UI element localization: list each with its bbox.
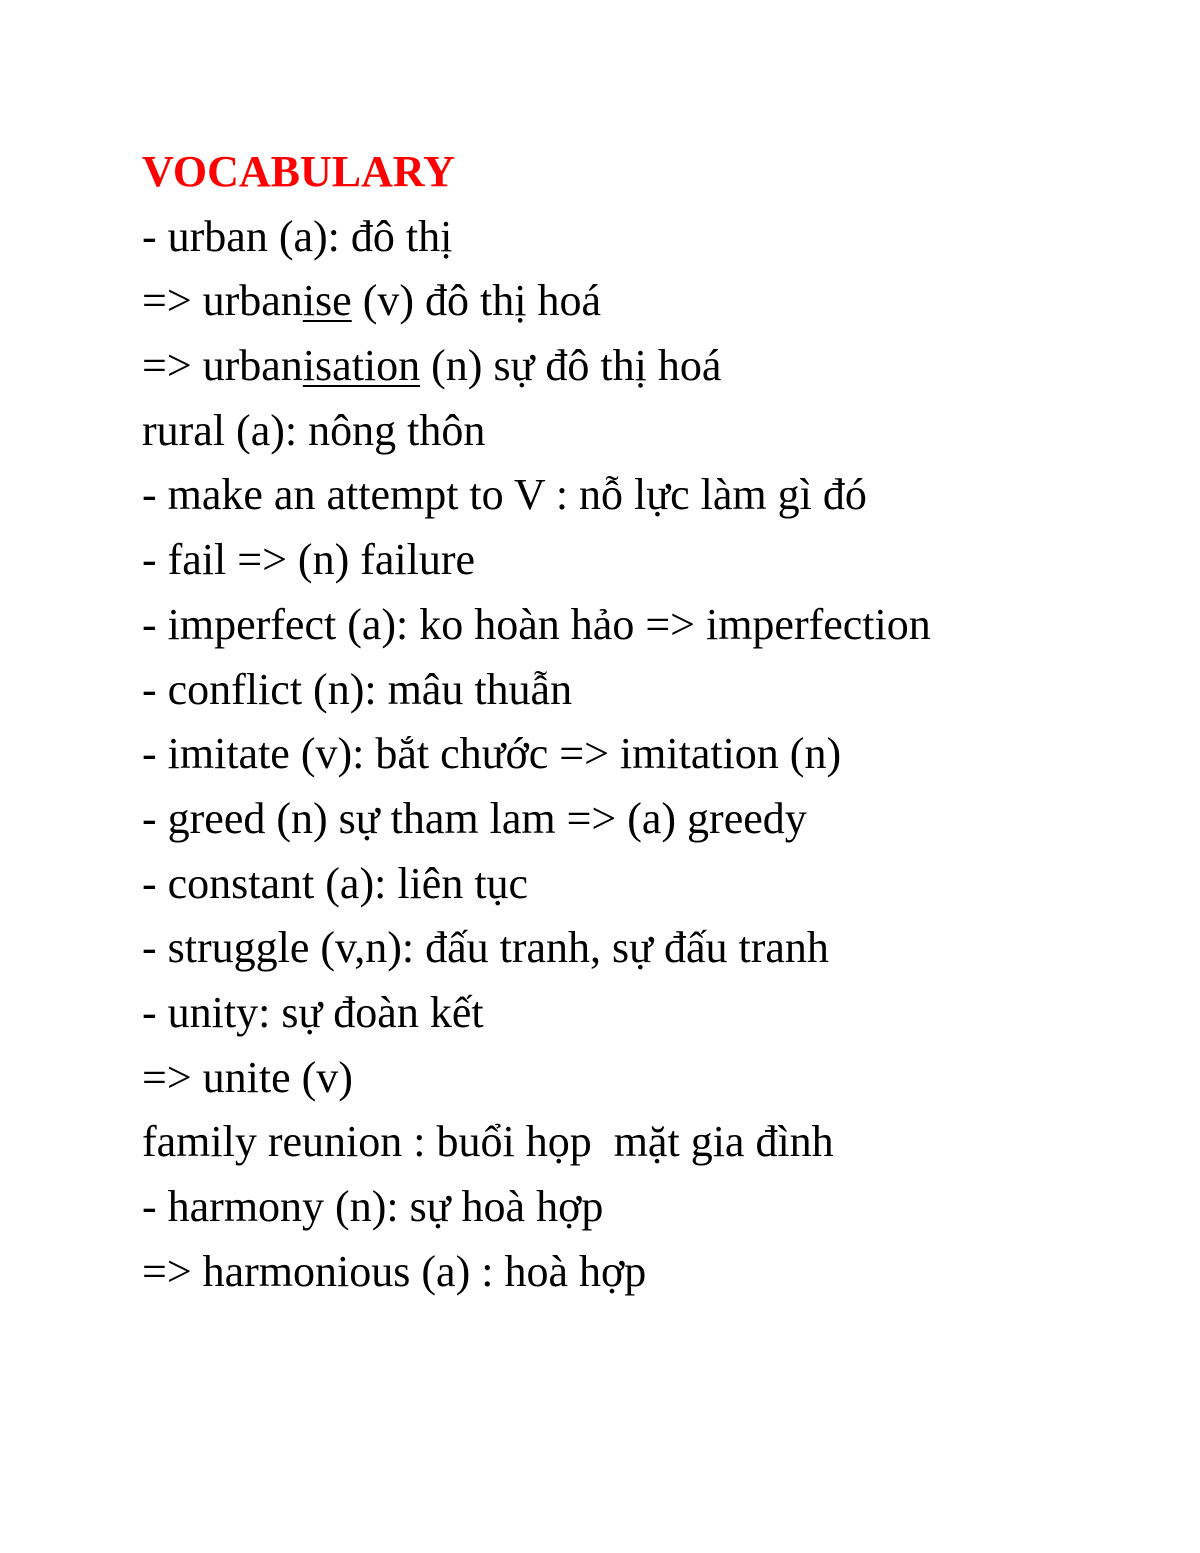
vocab-line-urbanise-rest: (v) đô thị hoá [351, 276, 601, 326]
vocab-line-urbanise-prefix: => urban [142, 276, 303, 326]
vocab-line-harmony: - harmony (n): sự hoà hợp [142, 1182, 604, 1231]
vocab-line-urban: - urban (a): đô thị [142, 211, 453, 261]
vocab-line-imitate: - imitate (v): bắt chước => imitation (n) [142, 729, 842, 779]
vocab-line-harmonious: => harmonious (a) : hoà hợp [142, 1246, 647, 1296]
vocab-line-conflict: - conflict (n): mâu thuẫn [142, 664, 573, 714]
vocab-line-urbanise [142, 269, 1142, 334]
vocab-line-urbanise-underlined-suffix: ise [302, 276, 352, 326]
vocab-line-urbanisation-prefix: => urban [142, 341, 303, 391]
vocab-line-family-reunion: family reunion : buổi họp mặt gia đình [142, 1117, 834, 1167]
vocab-line-imperfect: - imperfect (a): ko hoàn hảo => imperfection [142, 599, 931, 649]
vocab-line-fail: - fail => (n) failure [142, 535, 476, 585]
vocab-line-rural: rural (a): nông thôn [142, 405, 486, 455]
vocab-line-urbanisation [142, 334, 1142, 399]
vocab-line-urbanisation-rest: (n) sự đô thị hoá [420, 341, 722, 391]
vocab-line-make-an-attempt: - make an attempt to V : nỗ lực làm gì đó [142, 470, 867, 520]
vocab-line-greed: - greed (n) sự tham lam => (a) greedy [142, 793, 807, 843]
vocab-line-urbanisation-underlined-suffix: isation [302, 341, 421, 391]
vocab-line-constant: - constant (a): liên tục [142, 858, 529, 908]
vocab-line-struggle: - struggle (v,n): đấu tranh, sự đấu tranh [142, 923, 829, 973]
vocab-line-unite: => unite (v) [142, 1052, 353, 1102]
vocabulary-title: VOCABULARY [142, 147, 455, 196]
vocab-line-unity: - unity: sự đoàn kết [142, 987, 484, 1037]
vocabulary-list [142, 140, 1142, 1304]
